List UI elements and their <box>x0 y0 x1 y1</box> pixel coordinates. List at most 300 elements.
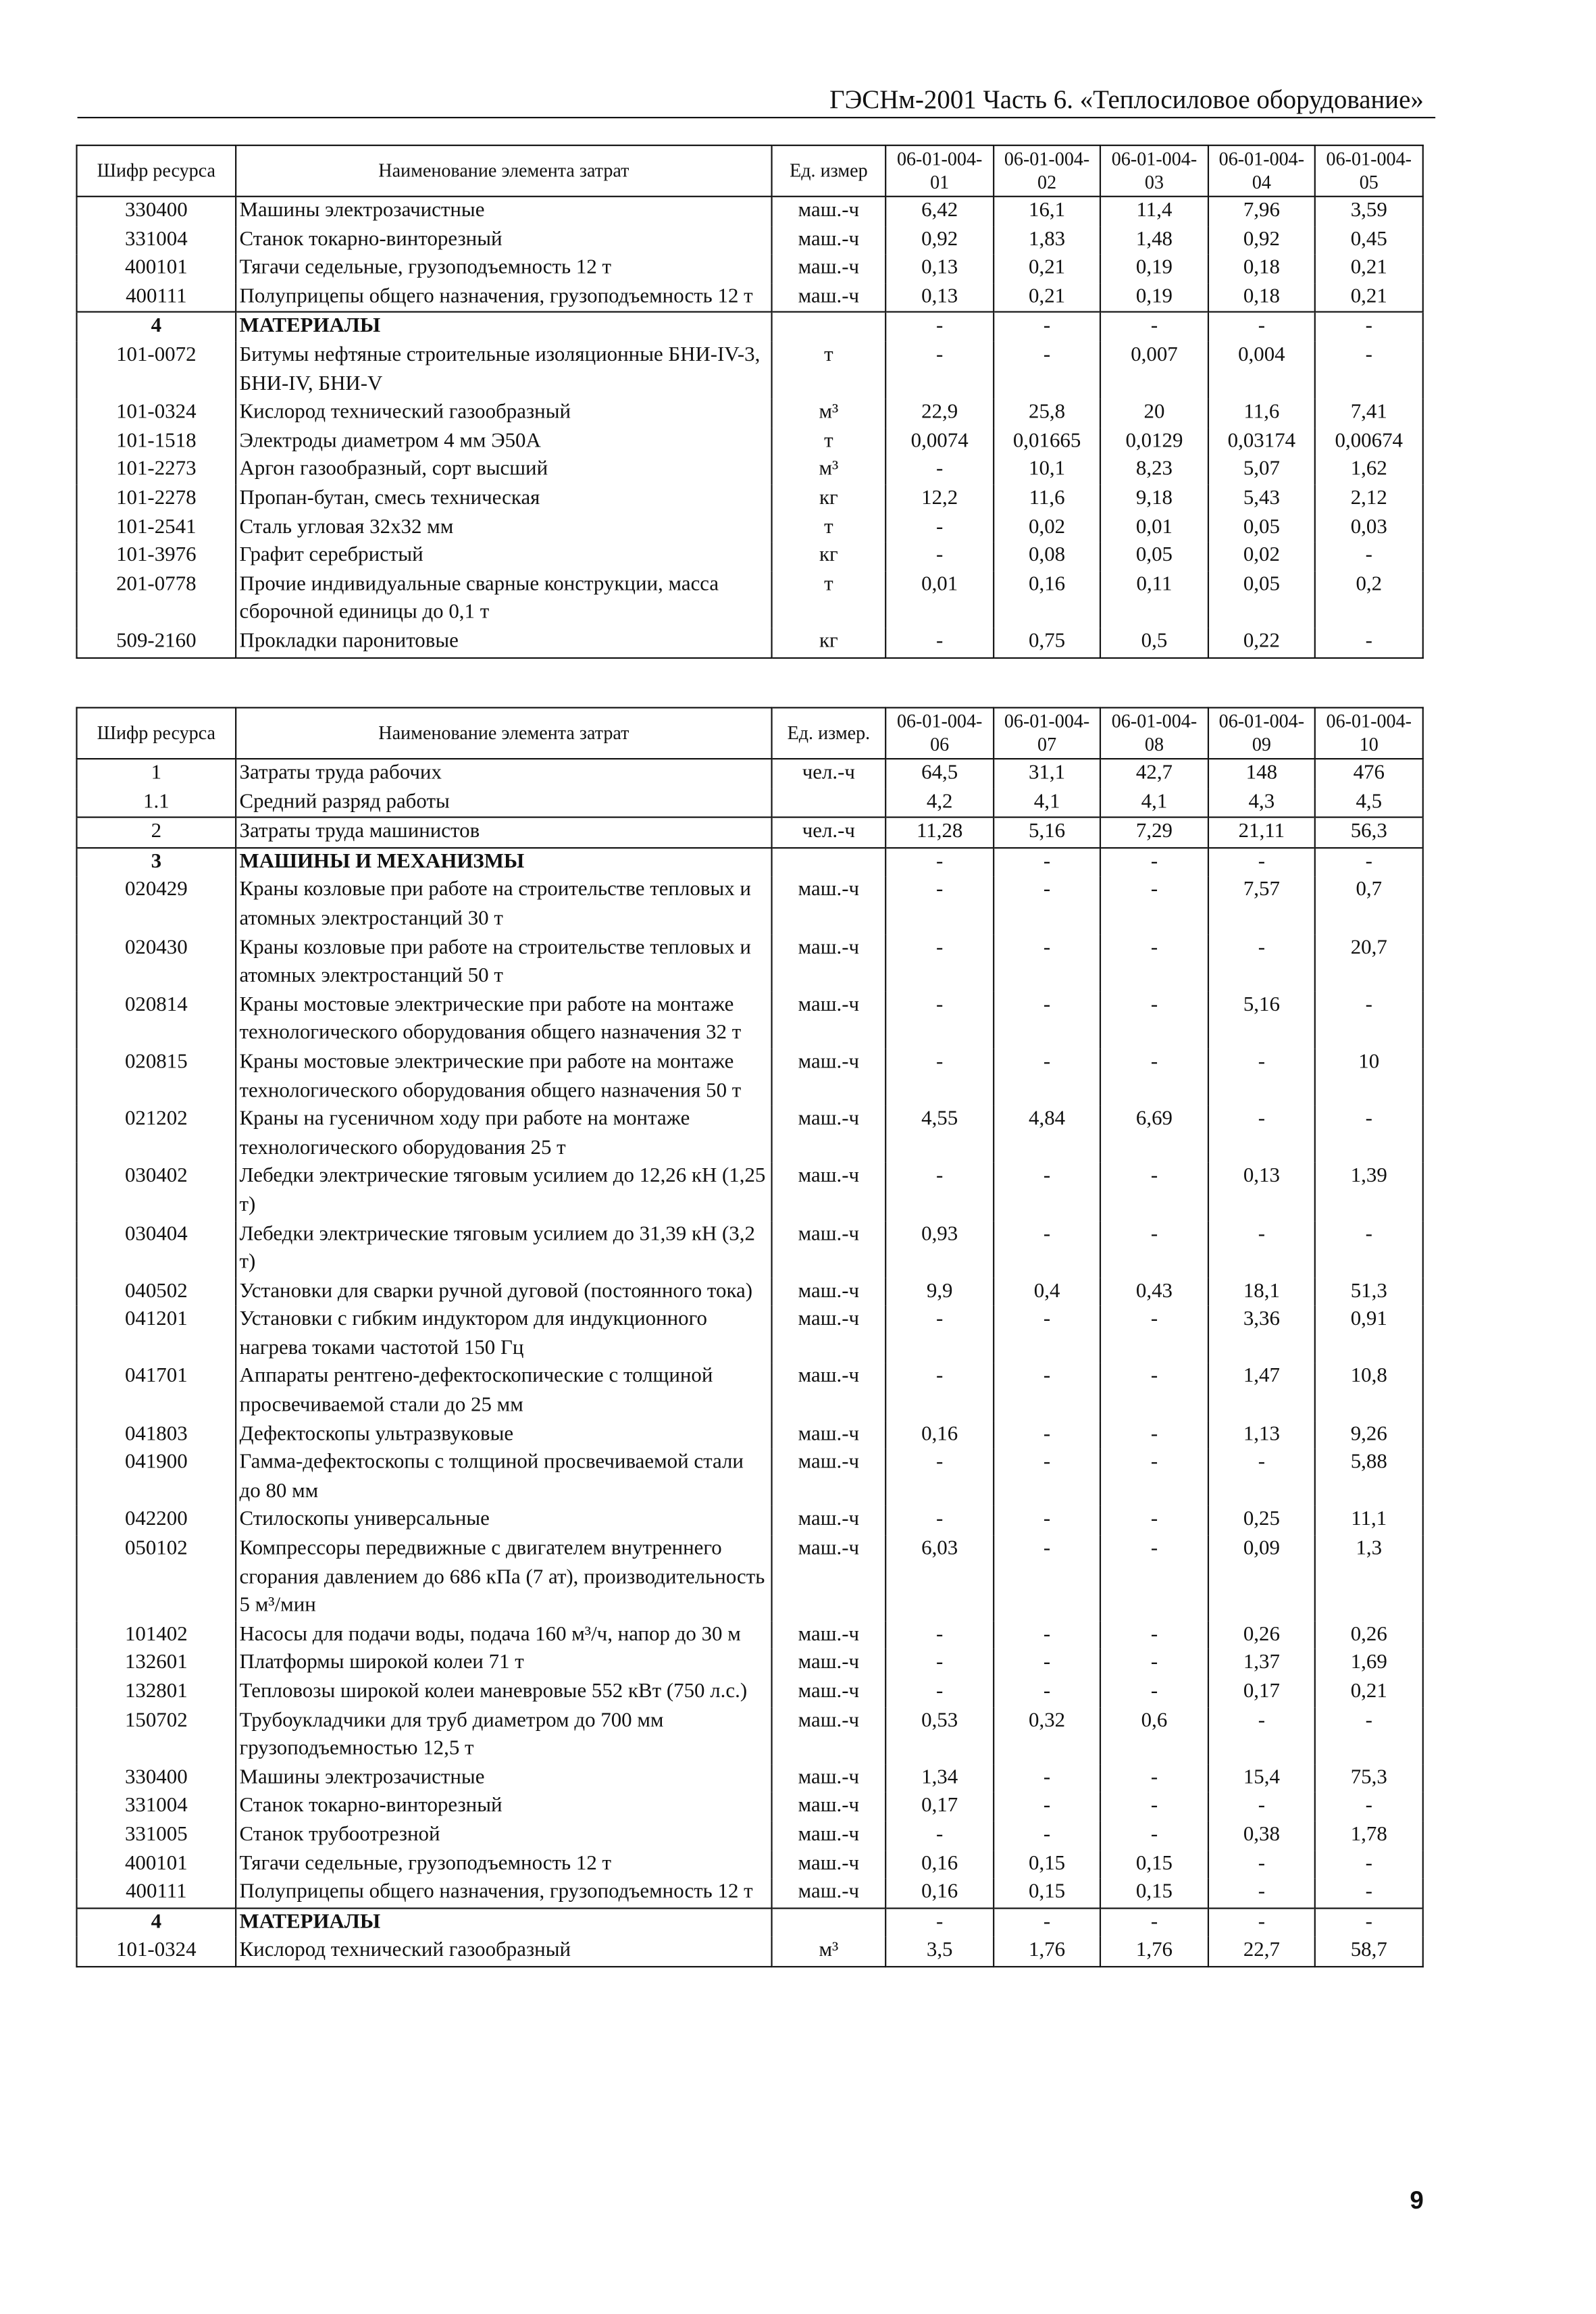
resource-name-cell: Полуприцепы общего назначения, грузоподъемность 12 т <box>236 283 771 312</box>
table-row <box>76 197 1422 226</box>
value-cell: - <box>994 1163 1100 1221</box>
resource-code-cell: 101-2273 <box>76 456 236 484</box>
value-cell: 3,36 <box>1208 1306 1315 1363</box>
table-row <box>76 1049 1422 1106</box>
resource-name-cell: Насосы для подачи воды, подача 160 м³/ч, напор до 30 м <box>236 1621 771 1649</box>
resource-name-cell: Краны мостовые электрические при работе на монтаже технологического оборудования общего назначения 50 т <box>236 1049 771 1106</box>
value-cell: 12,2 <box>885 485 994 513</box>
value-cell: - <box>994 1220 1100 1278</box>
table-row <box>76 1106 1422 1163</box>
value-cell: 0,0074 <box>885 428 994 456</box>
resource-code-cell: 400111 <box>76 283 236 312</box>
value-cell: - <box>885 513 994 542</box>
value-cell: 0,21 <box>994 255 1100 283</box>
unit-cell <box>772 1908 886 1937</box>
resource-code-cell: 040502 <box>76 1278 236 1306</box>
value-cell: 0,00674 <box>1315 428 1423 456</box>
value-cell: 0,22 <box>1208 628 1315 657</box>
value-cell: 1,76 <box>994 1937 1100 1966</box>
value-cell: - <box>885 1650 994 1678</box>
value-cell: 0,21 <box>994 283 1100 312</box>
table-row <box>76 571 1422 628</box>
resource-name-cell: Тягачи седельные, грузоподъемность 12 т <box>236 255 771 283</box>
value-cell: 4,55 <box>885 1106 994 1163</box>
value-cell: 5,16 <box>994 818 1100 848</box>
resource-code-cell: 330400 <box>76 197 236 226</box>
column-header-unit: Ед. измер <box>772 145 886 197</box>
value-cell: - <box>1100 848 1208 877</box>
value-cell: 6,03 <box>885 1535 994 1621</box>
column-header-norm: 06-01-004-04 <box>1208 145 1315 197</box>
table-row <box>76 1678 1422 1707</box>
value-cell: 0,16 <box>885 1850 994 1878</box>
resource-code-cell: 400101 <box>76 1850 236 1878</box>
resource-name-cell: Лебедки электрические тяговым усилием до 12,26 кН (1,25 т) <box>236 1163 771 1221</box>
value-cell: - <box>1100 1306 1208 1363</box>
value-cell: - <box>885 1908 994 1937</box>
value-cell: - <box>1208 312 1315 341</box>
resource-code-cell: 331005 <box>76 1821 236 1850</box>
table-row <box>76 991 1422 1049</box>
resource-name-cell: Краны козловые при работе на строительстве тепловых и атомных электростанций 50 т <box>236 934 771 992</box>
value-cell: 0,18 <box>1208 283 1315 312</box>
value-cell: 0,18 <box>1208 255 1315 283</box>
value-cell: - <box>994 1821 1100 1850</box>
value-cell: 22,9 <box>885 399 994 428</box>
unit-cell <box>772 788 886 818</box>
unit-cell <box>772 312 886 341</box>
table-row <box>76 1850 1422 1878</box>
value-cell: - <box>1100 1764 1208 1792</box>
table-row <box>76 1937 1422 1966</box>
value-cell: - <box>994 1535 1100 1621</box>
resource-name-cell: Затраты труда машинистов <box>236 818 771 848</box>
value-cell: - <box>1208 1449 1315 1507</box>
resource-name-cell: Компрессоры передвижные с двигателем внутреннего сгорания давлением до 686 кПа (7 ат), производительность 5 м³/мин <box>236 1535 771 1621</box>
table-row <box>76 1535 1422 1621</box>
value-cell: 0,21 <box>1315 1678 1423 1707</box>
value-cell: 4,1 <box>994 788 1100 818</box>
resource-code-cell: 4 <box>76 312 236 341</box>
value-cell: 1,76 <box>1100 1937 1208 1966</box>
resource-name-cell: Машины электрозачистные <box>236 1764 771 1792</box>
unit-cell: маш.-ч <box>772 934 886 992</box>
value-cell: - <box>994 1363 1100 1421</box>
value-cell: - <box>885 542 994 570</box>
value-cell: 0,2 <box>1315 571 1423 628</box>
value-cell: - <box>994 991 1100 1049</box>
value-cell: 0,4 <box>994 1278 1100 1306</box>
column-header-name: Наименование элемента затрат <box>236 707 771 759</box>
table-row <box>76 1306 1422 1363</box>
value-cell: 0,02 <box>994 513 1100 542</box>
resource-name-cell: Прочие индивидуальные сварные конструкции, масса сборочной единицы до 0,1 т <box>236 571 771 628</box>
table-header-row <box>76 145 1422 197</box>
resource-name-cell: Полуприцепы общего назначения, грузоподъемность 12 т <box>236 1879 771 1908</box>
resource-code-cell: 509-2160 <box>76 628 236 657</box>
value-cell: - <box>885 628 994 657</box>
value-cell: - <box>994 1764 1100 1792</box>
value-cell: 1,47 <box>1208 1363 1315 1421</box>
unit-cell: маш.-ч <box>772 1678 886 1707</box>
table-row <box>76 456 1422 484</box>
value-cell: 0,7 <box>1315 877 1423 934</box>
resource-code-cell: 101-0324 <box>76 399 236 428</box>
resource-code-cell: 020815 <box>76 1049 236 1106</box>
value-cell: - <box>1315 1908 1423 1937</box>
table-row <box>76 1821 1422 1850</box>
resource-name-cell: МАТЕРИАЛЫ <box>236 1908 771 1937</box>
unit-cell: маш.-ч <box>772 1049 886 1106</box>
value-cell: - <box>1208 1220 1315 1278</box>
value-cell: - <box>994 1421 1100 1449</box>
value-cell: 0,007 <box>1100 342 1208 399</box>
table-row <box>76 848 1422 877</box>
value-cell: 7,29 <box>1100 818 1208 848</box>
resource-code-cell: 101-0072 <box>76 342 236 399</box>
value-cell: - <box>994 342 1100 399</box>
table-row <box>76 312 1422 341</box>
table-row <box>76 226 1422 254</box>
value-cell: 0,16 <box>885 1879 994 1908</box>
value-cell: - <box>1100 1792 1208 1821</box>
table-row <box>76 934 1422 992</box>
resource-name-cell: Машины электрозачистные <box>236 197 771 226</box>
value-cell: - <box>885 1507 994 1535</box>
value-cell: - <box>1208 1106 1315 1163</box>
value-cell: 10,8 <box>1315 1363 1423 1421</box>
resource-code-cell: 041803 <box>76 1421 236 1449</box>
value-cell: 0,02 <box>1208 542 1315 570</box>
unit-cell <box>772 848 886 877</box>
value-cell: - <box>994 1908 1100 1937</box>
value-cell: 7,41 <box>1315 399 1423 428</box>
value-cell: - <box>1100 1421 1208 1449</box>
resource-code-cell: 1.1 <box>76 788 236 818</box>
value-cell: - <box>994 877 1100 934</box>
resource-code-cell: 030402 <box>76 1163 236 1221</box>
value-cell: 1,48 <box>1100 226 1208 254</box>
value-cell: 0,15 <box>994 1850 1100 1878</box>
value-cell: - <box>885 1363 994 1421</box>
value-cell: 56,3 <box>1315 818 1423 848</box>
page-number: 9 <box>1410 2186 1424 2215</box>
value-cell: 0,08 <box>994 542 1100 570</box>
resource-code-cell: 400101 <box>76 255 236 283</box>
table-row <box>76 1421 1422 1449</box>
value-cell: - <box>994 1792 1100 1821</box>
table-row <box>76 255 1422 283</box>
value-cell: 0,45 <box>1315 226 1423 254</box>
value-cell: 18,1 <box>1208 1278 1315 1306</box>
table-row <box>76 1220 1422 1278</box>
resource-code-cell: 020430 <box>76 934 236 992</box>
table-row <box>76 399 1422 428</box>
value-cell: 7,96 <box>1208 197 1315 226</box>
value-cell: - <box>1100 1507 1208 1535</box>
resource-table-2 <box>76 707 1423 1967</box>
value-cell: 1,69 <box>1315 1650 1423 1678</box>
value-cell: 0,13 <box>1208 1163 1315 1221</box>
value-cell: 476 <box>1315 759 1423 788</box>
resource-name-cell: МАШИНЫ И МЕХАНИЗМЫ <box>236 848 771 877</box>
value-cell: 0,26 <box>1315 1621 1423 1649</box>
resource-name-cell: Станок токарно-винторезный <box>236 226 771 254</box>
unit-cell: маш.-ч <box>772 991 886 1049</box>
value-cell: 51,3 <box>1315 1278 1423 1306</box>
value-cell: 0,38 <box>1208 1821 1315 1850</box>
unit-cell: кг <box>772 628 886 657</box>
value-cell: 0,93 <box>885 1220 994 1278</box>
resource-code-cell: 050102 <box>76 1535 236 1621</box>
table-row <box>76 1707 1422 1764</box>
value-cell: 4,2 <box>885 788 994 818</box>
unit-cell: маш.-ч <box>772 283 886 312</box>
table-row <box>76 485 1422 513</box>
value-cell: - <box>885 934 994 992</box>
resource-code-cell: 030404 <box>76 1220 236 1278</box>
value-cell: 1,78 <box>1315 1821 1423 1850</box>
unit-cell: м³ <box>772 399 886 428</box>
value-cell: 20 <box>1100 399 1208 428</box>
value-cell: - <box>1208 1908 1315 1937</box>
table-row <box>76 788 1422 818</box>
table-row <box>76 1764 1422 1792</box>
value-cell: - <box>1208 1792 1315 1821</box>
unit-cell: маш.-ч <box>772 1449 886 1507</box>
value-cell: - <box>994 1678 1100 1707</box>
column-header-norm: 06-01-004-05 <box>1315 145 1423 197</box>
value-cell: - <box>885 1678 994 1707</box>
unit-cell: маш.-ч <box>772 1421 886 1449</box>
value-cell: 0,75 <box>994 628 1100 657</box>
unit-cell: маш.-ч <box>772 1507 886 1535</box>
value-cell: - <box>1208 848 1315 877</box>
resource-code-cell: 3 <box>76 848 236 877</box>
column-header-name: Наименование элемента затрат <box>236 145 771 197</box>
unit-cell: маш.-ч <box>772 1220 886 1278</box>
value-cell: 1,37 <box>1208 1650 1315 1678</box>
value-cell: 11,1 <box>1315 1507 1423 1535</box>
value-cell: 22,7 <box>1208 1937 1315 1966</box>
table-row <box>76 628 1422 657</box>
resource-name-cell: Краны на гусеничном ходу при работе на монтаже технологического оборудования 25 т <box>236 1106 771 1163</box>
table-row <box>76 877 1422 934</box>
value-cell: 3,5 <box>885 1937 994 1966</box>
resource-name-cell: Аргон газообразный, сорт высший <box>236 456 771 484</box>
value-cell: 0,09 <box>1208 1535 1315 1621</box>
value-cell: - <box>1315 1879 1423 1908</box>
value-cell: - <box>994 1449 1100 1507</box>
resource-name-cell: Станок трубоотрезной <box>236 1821 771 1850</box>
unit-cell: маш.-ч <box>772 1792 886 1821</box>
value-cell: 10 <box>1315 1049 1423 1106</box>
resource-code-cell: 1 <box>76 759 236 788</box>
resource-name-cell: Тягачи седельные, грузоподъемность 12 т <box>236 1850 771 1878</box>
value-cell: 21,11 <box>1208 818 1315 848</box>
value-cell: - <box>1208 1850 1315 1878</box>
value-cell: 6,42 <box>885 197 994 226</box>
value-cell: - <box>1100 1908 1208 1937</box>
unit-cell: маш.-ч <box>772 197 886 226</box>
value-cell: 0,03174 <box>1208 428 1315 456</box>
value-cell: 0,11 <box>1100 571 1208 628</box>
value-cell: 0,91 <box>1315 1306 1423 1363</box>
value-cell: 20,7 <box>1315 934 1423 992</box>
value-cell: 0,05 <box>1208 513 1315 542</box>
unit-cell: т <box>772 342 886 399</box>
table-row <box>76 1879 1422 1908</box>
value-cell: 8,23 <box>1100 456 1208 484</box>
column-header-norm: 06-01-004-02 <box>994 145 1100 197</box>
value-cell: 11,6 <box>1208 399 1315 428</box>
value-cell: 1,83 <box>994 226 1100 254</box>
value-cell: 1,13 <box>1208 1421 1315 1449</box>
resource-name-cell: Установки для сварки ручной дуговой (постоянного тока) <box>236 1278 771 1306</box>
unit-cell: маш.-ч <box>772 1707 886 1764</box>
table-header-row <box>76 707 1422 759</box>
unit-cell: кг <box>772 542 886 570</box>
resource-name-cell: Краны мостовые электрические при работе на монтаже технологического оборудования общего назначения 32 т <box>236 991 771 1049</box>
value-cell: - <box>1100 991 1208 1049</box>
resource-code-cell: 041900 <box>76 1449 236 1507</box>
column-header-unit: Ед. измер. <box>772 707 886 759</box>
resource-code-cell: 2 <box>76 818 236 848</box>
unit-cell: кг <box>772 485 886 513</box>
table-row <box>76 818 1422 848</box>
value-cell: - <box>1100 1678 1208 1707</box>
resource-code-cell: 132801 <box>76 1678 236 1707</box>
table-row <box>76 1650 1422 1678</box>
value-cell: 9,9 <box>885 1278 994 1306</box>
unit-cell: маш.-ч <box>772 1163 886 1221</box>
value-cell: 0,19 <box>1100 255 1208 283</box>
value-cell: - <box>885 1449 994 1507</box>
running-header: ГЭСНм-2001 Часть 6. «Теплосиловое оборудование» <box>829 84 1424 114</box>
unit-cell: маш.-ч <box>772 1879 886 1908</box>
unit-cell: маш.-ч <box>772 255 886 283</box>
value-cell: - <box>1100 1821 1208 1850</box>
value-cell: 0,03 <box>1315 513 1423 542</box>
resource-code-cell: 330400 <box>76 1764 236 1792</box>
resource-name-cell: Стилоскопы универсальные <box>236 1507 771 1535</box>
unit-cell: м³ <box>772 1937 886 1966</box>
column-header-norm: 06-01-004-10 <box>1315 707 1423 759</box>
column-header-norm: 06-01-004-03 <box>1100 145 1208 197</box>
value-cell: - <box>885 1049 994 1106</box>
value-cell: 0,01665 <box>994 428 1100 456</box>
value-cell: - <box>1315 312 1423 341</box>
unit-cell: маш.-ч <box>772 1535 886 1621</box>
value-cell: 9,18 <box>1100 485 1208 513</box>
resource-name-cell: Прокладки паронитовые <box>236 628 771 657</box>
value-cell: 4,5 <box>1315 788 1423 818</box>
value-cell: 11,6 <box>994 485 1100 513</box>
value-cell: - <box>1315 991 1423 1049</box>
value-cell: - <box>994 1049 1100 1106</box>
value-cell: 2,12 <box>1315 485 1423 513</box>
unit-cell: маш.-ч <box>772 1106 886 1163</box>
value-cell: - <box>994 312 1100 341</box>
unit-cell: маш.-ч <box>772 1764 886 1792</box>
resource-name-cell: Кислород технический газообразный <box>236 1937 771 1966</box>
resource-name-cell: Гамма-дефектоскопы с толщиной просвечиваемой стали до 80 мм <box>236 1449 771 1507</box>
value-cell: 0,0129 <box>1100 428 1208 456</box>
value-cell: 0,13 <box>885 283 994 312</box>
value-cell: 0,15 <box>1100 1879 1208 1908</box>
value-cell: - <box>885 1621 994 1649</box>
table-row <box>76 1908 1422 1937</box>
value-cell: - <box>1315 628 1423 657</box>
unit-cell: маш.-ч <box>772 1278 886 1306</box>
value-cell: 0,15 <box>994 1879 1100 1908</box>
value-cell: - <box>885 312 994 341</box>
value-cell: - <box>1100 1049 1208 1106</box>
resource-name-cell: Затраты труда рабочих <box>236 759 771 788</box>
resource-code-cell: 020429 <box>76 877 236 934</box>
unit-cell: т <box>772 571 886 628</box>
value-cell: - <box>994 848 1100 877</box>
value-cell: - <box>994 1621 1100 1649</box>
value-cell: - <box>885 877 994 934</box>
value-cell: - <box>1100 877 1208 934</box>
resource-name-cell: Графит серебристый <box>236 542 771 570</box>
value-cell: 9,26 <box>1315 1421 1423 1449</box>
column-header-norm: 06-01-004-08 <box>1100 707 1208 759</box>
value-cell: - <box>1100 1163 1208 1221</box>
value-cell: 10,1 <box>994 456 1100 484</box>
value-cell: 16,1 <box>994 197 1100 226</box>
resource-name-cell: Краны козловые при работе на строительстве тепловых и атомных электростанций 30 т <box>236 877 771 934</box>
value-cell: 0,25 <box>1208 1507 1315 1535</box>
resource-table-1 <box>76 145 1423 658</box>
value-cell: - <box>1208 1879 1315 1908</box>
resource-name-cell: Станок токарно-винторезный <box>236 1792 771 1821</box>
value-cell: 4,84 <box>994 1106 1100 1163</box>
table-row <box>76 1792 1422 1821</box>
table-row <box>76 1363 1422 1421</box>
column-header-norm: 06-01-004-01 <box>885 145 994 197</box>
value-cell: 0,15 <box>1100 1850 1208 1878</box>
value-cell: - <box>1315 342 1423 399</box>
value-cell: - <box>885 456 994 484</box>
unit-cell: маш.-ч <box>772 1306 886 1363</box>
value-cell: - <box>1208 934 1315 992</box>
value-cell: 148 <box>1208 759 1315 788</box>
value-cell: - <box>1315 1792 1423 1821</box>
column-header-code: Шифр ресурса <box>76 145 236 197</box>
resource-code-cell: 331004 <box>76 226 236 254</box>
table-row <box>76 513 1422 542</box>
resource-name-cell: Дефектоскопы ультразвуковые <box>236 1421 771 1449</box>
resource-name-cell: Лебедки электрические тяговым усилием до 31,39 кН (3,2 т) <box>236 1220 771 1278</box>
value-cell: - <box>1208 1049 1315 1106</box>
value-cell: 0,21 <box>1315 255 1423 283</box>
value-cell: 42,7 <box>1100 759 1208 788</box>
value-cell: 5,43 <box>1208 485 1315 513</box>
value-cell: 0,05 <box>1100 542 1208 570</box>
resource-name-cell: Сталь угловая 32х32 мм <box>236 513 771 542</box>
value-cell: 64,5 <box>885 759 994 788</box>
resource-code-cell: 150702 <box>76 1707 236 1764</box>
value-cell: 75,3 <box>1315 1764 1423 1792</box>
value-cell: - <box>1315 848 1423 877</box>
value-cell: 0,53 <box>885 1707 994 1764</box>
resource-code-cell: 101402 <box>76 1621 236 1649</box>
resource-name-cell: Аппараты рентгено-дефектоскопические с толщиной просвечиваемой стали до 25 мм <box>236 1363 771 1421</box>
value-cell: 11,4 <box>1100 197 1208 226</box>
resource-name-cell: Битумы нефтяные строительные изоляционные БНИ-IV-3, БНИ-IV, БНИ-V <box>236 342 771 399</box>
